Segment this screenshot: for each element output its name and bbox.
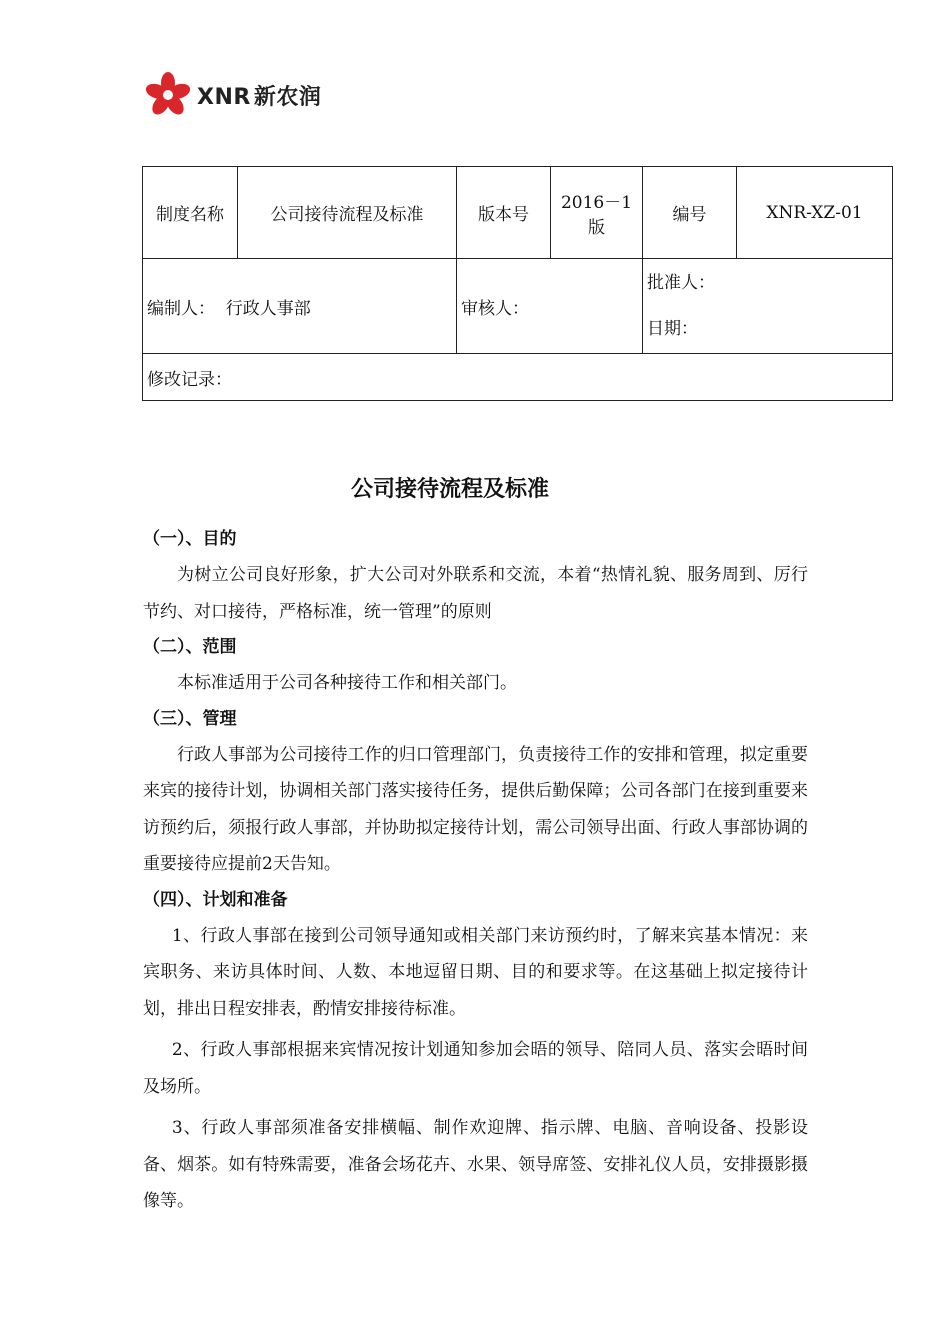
date-label: 日期： [647, 319, 698, 339]
policy-name-value: 公司接待流程及标准 [238, 167, 457, 259]
section-heading-scope: （二）、范围 [143, 637, 237, 657]
flower-logo-icon [145, 72, 191, 118]
section-heading-planning: （四）、计划和准备 [143, 889, 288, 910]
version-label: 版本号 [457, 167, 551, 259]
section-text-scope: 本标准适用于公司各种接待工作和相关部门。 [177, 673, 517, 693]
policy-name-label: 制度名称 [143, 167, 238, 259]
number-label: 编号 [643, 167, 737, 259]
planning-item: 1、行政人事部在接到公司领导通知或相关部门来访预约时，了解来宾基本情况：来宾职务、来访具体时间、人数、本地逗留日期、目的和要求等。在这基础上拟定接待计划，排出日程安排表，酌情安排接待标准。 [143, 925, 808, 1019]
planning-item: 2、行政人事部根据来宾情况按计划通知参加会晤的领导、陪同人员、落实会晤时间及场所。 [143, 1040, 808, 1097]
planning-item: 3、行政人事部须准备安排横幅、制作欢迎牌、指示牌、电脑、音响设备、投影设备、烟茶。如有特殊需要，准备会场花卉、水果、领导席签、安排礼仪人员，安排摄影摄像等。 [143, 1118, 808, 1211]
approval-cell [643, 259, 893, 354]
reviewer-cell: 审核人： [457, 259, 643, 354]
document-meta-table [142, 166, 893, 401]
author-cell: 编制人： 行政人事部 [143, 259, 457, 354]
section-text-purpose: 为树立公司良好形象，扩大公司对外联系和交流，本着“热情礼貌、服务周到、厉行节约、对口接待，严格标准，统一管理”的原则 [143, 565, 808, 622]
meta-row-signoff [143, 259, 893, 354]
meta-row-info [143, 167, 893, 259]
version-value: 2016－1版 [551, 167, 643, 259]
logo-latin-text: XNR [197, 84, 251, 110]
approver-label: 批准人： [647, 273, 715, 293]
company-logo [145, 72, 321, 118]
logo-chinese-text: 新农润 [253, 84, 322, 110]
section-heading-management: （三）、管理 [143, 708, 237, 729]
number-value: XNR-XZ-01 [737, 167, 893, 259]
meta-row-revision [143, 354, 893, 401]
section-heading-purpose: （一）、目的 [143, 529, 237, 549]
document-body [143, 522, 808, 1225]
document-title: 公司接待流程及标准 [350, 477, 549, 502]
section-text-management: 行政人事部为公司接待工作的归口管理部门，负责接待工作的安排和管理，拟定重要来宾的接待计划，协调相关部门落实接待任务，提供后勤保障；公司各部门在接到重要来访预约后，须报行政人事部，并协助拟定接待计划，需公司领导出面、行政人事部协调的重要接待应提前2天告知。 [143, 744, 808, 874]
revision-record-cell: 修改记录： [143, 354, 893, 401]
